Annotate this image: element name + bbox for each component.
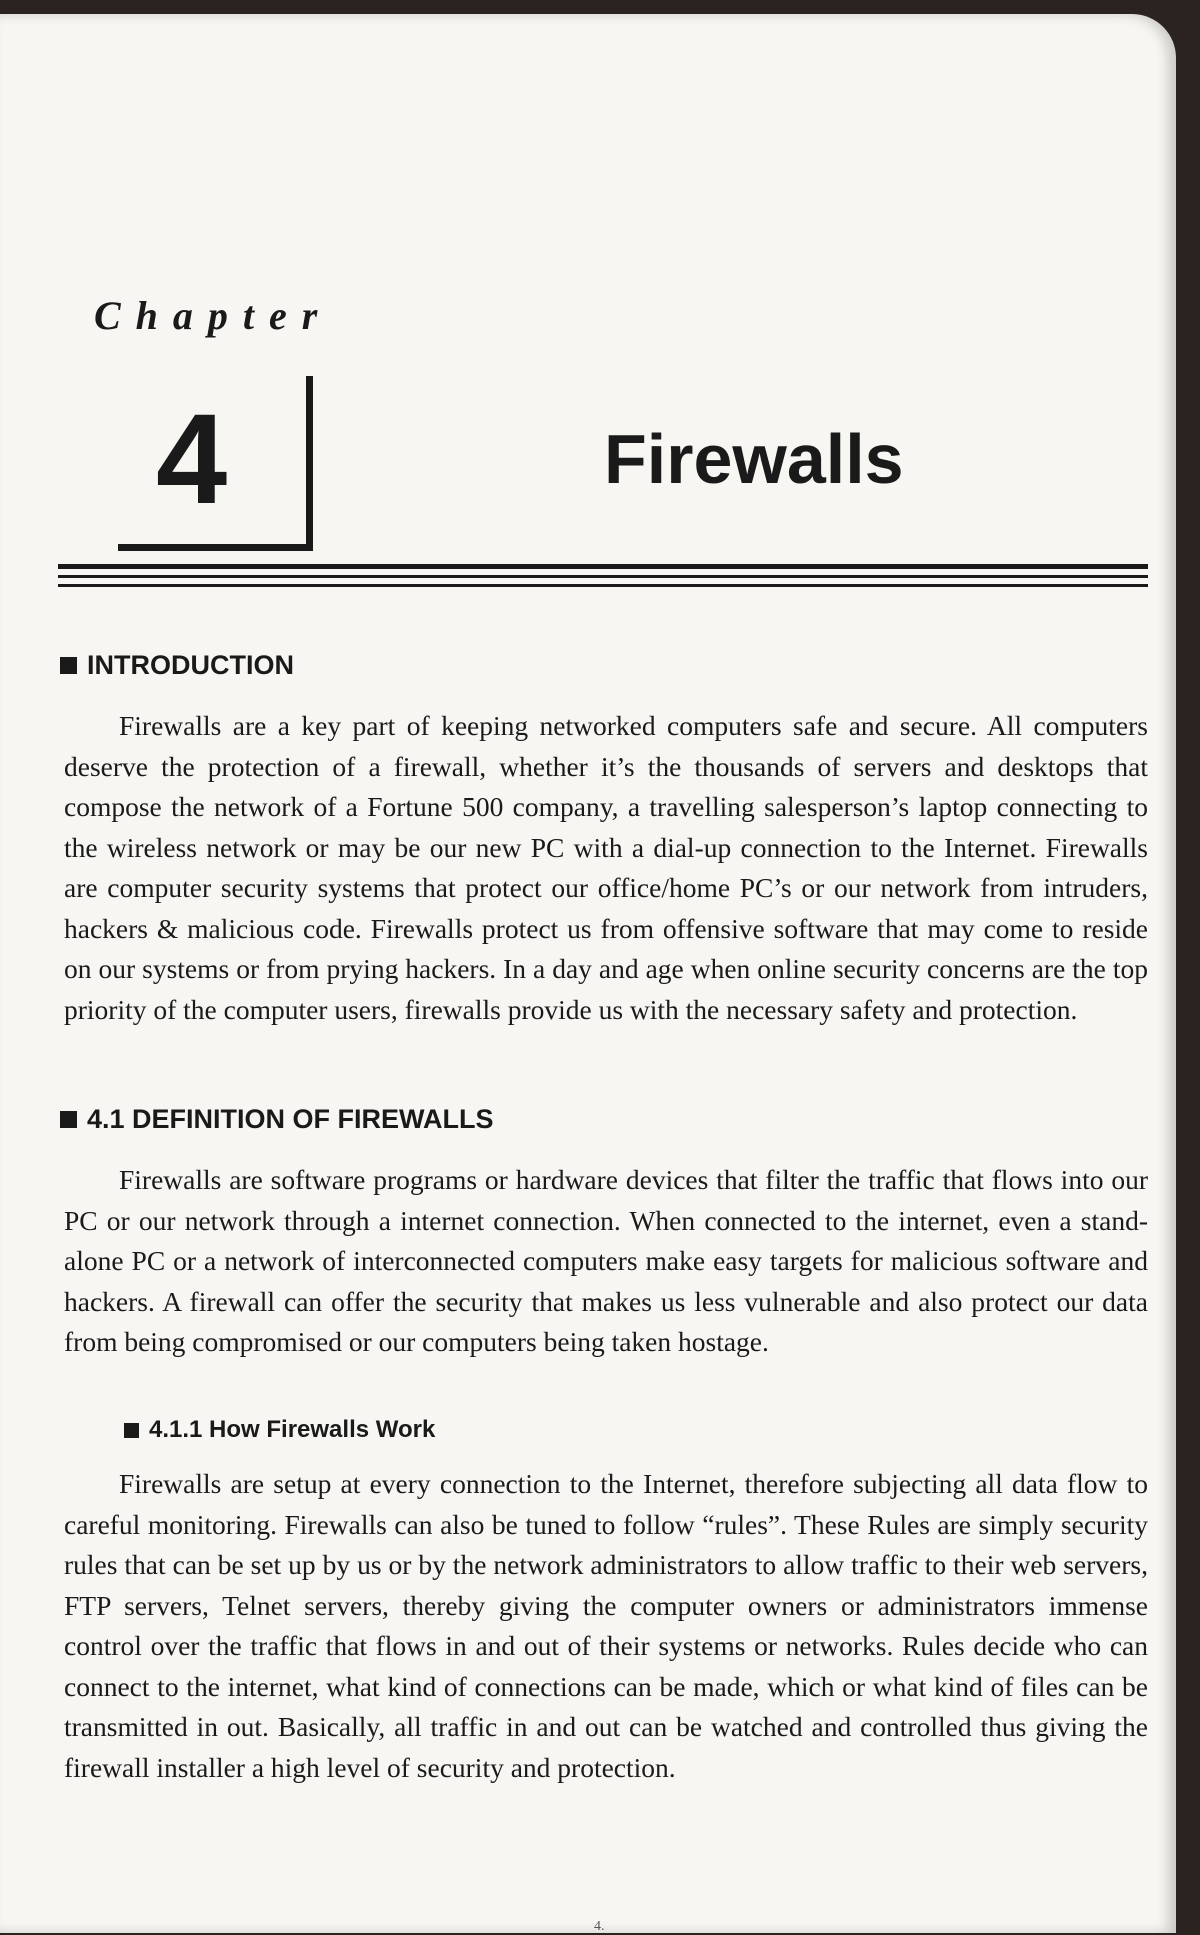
title-rule — [58, 564, 1148, 569]
subsection-heading-how-firewalls-work — [124, 1416, 435, 1444]
heading-text: 4.1 DEFINITION OF FIREWALLS — [87, 1104, 494, 1134]
square-bullet-icon — [60, 1111, 77, 1128]
chapter-title: Firewalls — [604, 420, 904, 498]
section-heading-definition — [60, 1104, 494, 1135]
title-rule — [58, 575, 1148, 578]
heading-text: INTRODUCTION — [87, 650, 294, 680]
title-rule — [58, 584, 1148, 587]
page-folio: 4. — [594, 1919, 605, 1934]
section-heading-introduction — [60, 650, 294, 681]
book-page — [0, 14, 1176, 1933]
square-bullet-icon — [60, 657, 77, 674]
definition-paragraph: Firewalls are software programs or hardware devices that filter the traffic that flows into our PC or our network through a internet connection. When connected to the internet, even a stand-alone PC or a network of interconnected computers make easy targets for malicious software and hackers. A firewall can offer the security that makes us less vulnerable and also protect our data from being compromised or our computers being taken hostage. — [64, 1164, 1148, 1357]
chapter-label: Chapter — [94, 293, 333, 338]
square-bullet-icon — [124, 1423, 139, 1438]
chapter-number: 4 — [156, 388, 228, 531]
how-firewalls-work-paragraph: Firewalls are setup at every connection to the Internet, therefore subjecting all data flow to careful monitoring. Firewalls can also be tuned to follow “rules”. These Rules are simply security rules that can be set up by us or by the network administrators to allow traffic to their web servers, FTP servers, Telnet servers, thereby giving the computer owners or administrators immense control over the traffic that flows in and out of their systems or networks. Rules decide who can connect to the internet, what kind of connections can be made, which or what kind of files can be transmitted in out. Basically, all traffic in and out can be watched and controlled thus giving the firewall installer a high level of security and protection. — [64, 1468, 1148, 1783]
heading-text: 4.1.1 How Firewalls Work — [149, 1416, 436, 1443]
introduction-paragraph: Firewalls are a key part of keeping networked computers safe and secure. All computers deserve the protection of a firewall, whether it’s the thousands of servers and desktops that compose the network of a Fortune 500 company, a travelling salesperson’s laptop connecting to the wireless network or may be our new PC with a dial-up connection to the Internet. Firewalls are computer security systems that protect our office/home PC’s or our network from intruders, hackers & malicious code. Firewalls protect us from offensive software that may come to reside on our systems or from prying hackers. In a day and age when online security concerns are the top priority of the computer users, firewalls provide us with the necessary safety and protection. — [64, 710, 1148, 1025]
